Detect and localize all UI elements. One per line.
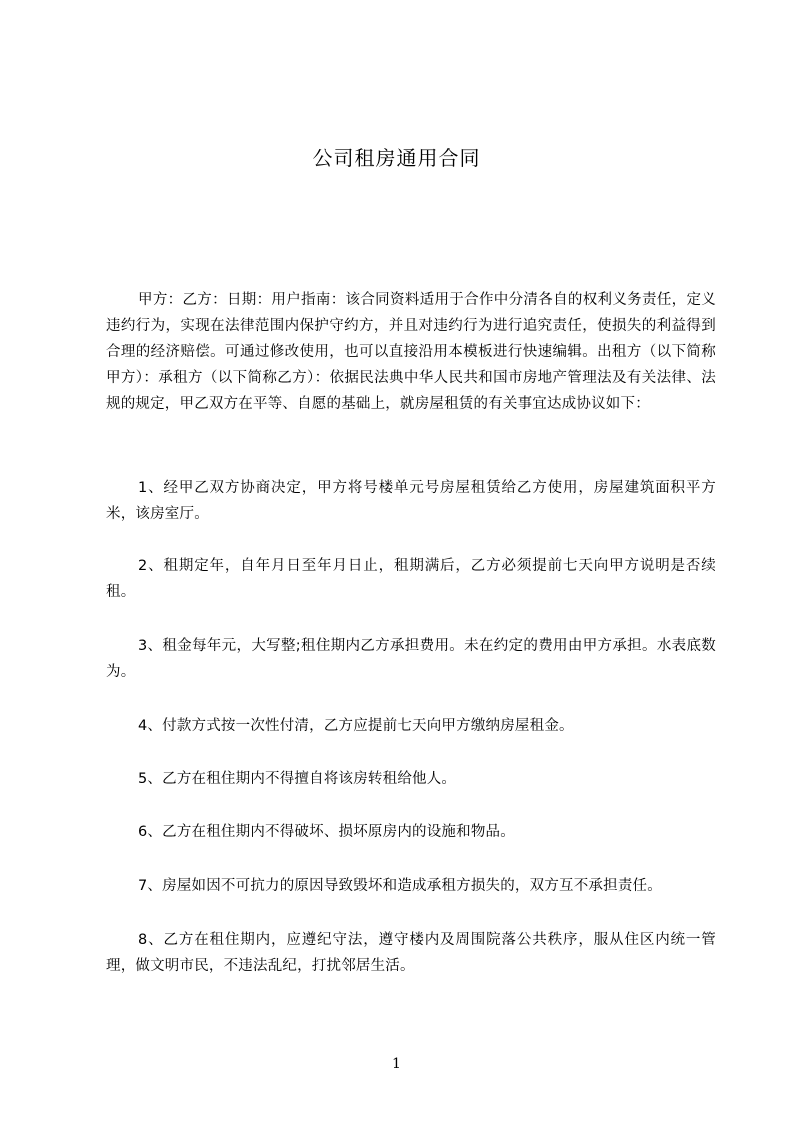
clause-4: 4、付款方式按一次性付清，乙方应提前七天向甲方缴纳房屋租金。 [138,718,574,734]
clause-7: 7、房屋如因不可抗力的原因导致毁坏和造成承租方损失的，双方互不承担责任。 [138,878,662,894]
page-number: 1 [392,1056,401,1072]
clause-8: 8、乙方在租住期内，应遵纪守法，遵守楼内及周围院落公共秩序，服从住区内统一管理，做文明市民，不违法乱纪，打扰邻居生活。 [106,932,716,974]
document-title: 公司租房通用合同 [312,146,481,170]
clause-1: 1、经甲乙双方协商决定，甲方将号楼单元号房屋租赁给乙方使用，房屋建筑面积平方米，该房室厅。 [106,480,716,522]
clause-5: 5、乙方在租住期内不得擅自将该房转租给他人。 [138,771,457,787]
clause-2: 2、租期定年，自年月日至年月日止，租期满后，乙方必须提前七天向甲方说明是否续租。 [106,558,716,600]
clause-6: 6、乙方在租住期内不得破坏、损坏原房内的设施和物品。 [138,824,515,840]
clause-3: 3、租金每年元，大写整;租住期内乙方承担费用。未在约定的费用由甲方承担。水表底数为。 [106,638,716,680]
intro-paragraph: 甲方：乙方：日期：用户指南：该合同资料适用于合作中分清各自的权利义务责任，定义违约行为，实现在法律范围内保护守约方，并且对违约行为进行追究责任，使损失的利益得到合理的经济赔偿。可通过修改使用，也可以直接沿用本模板进行快速编辑。出租方（以下简称甲方）：承租方（以下简称乙方）：依据民法典中华人民共和国市房地产管理法及有关法律、法规的规定，甲乙双方在平等、自愿的基础上，就房屋租赁的有关事宜达成协议如下： [106,292,716,412]
